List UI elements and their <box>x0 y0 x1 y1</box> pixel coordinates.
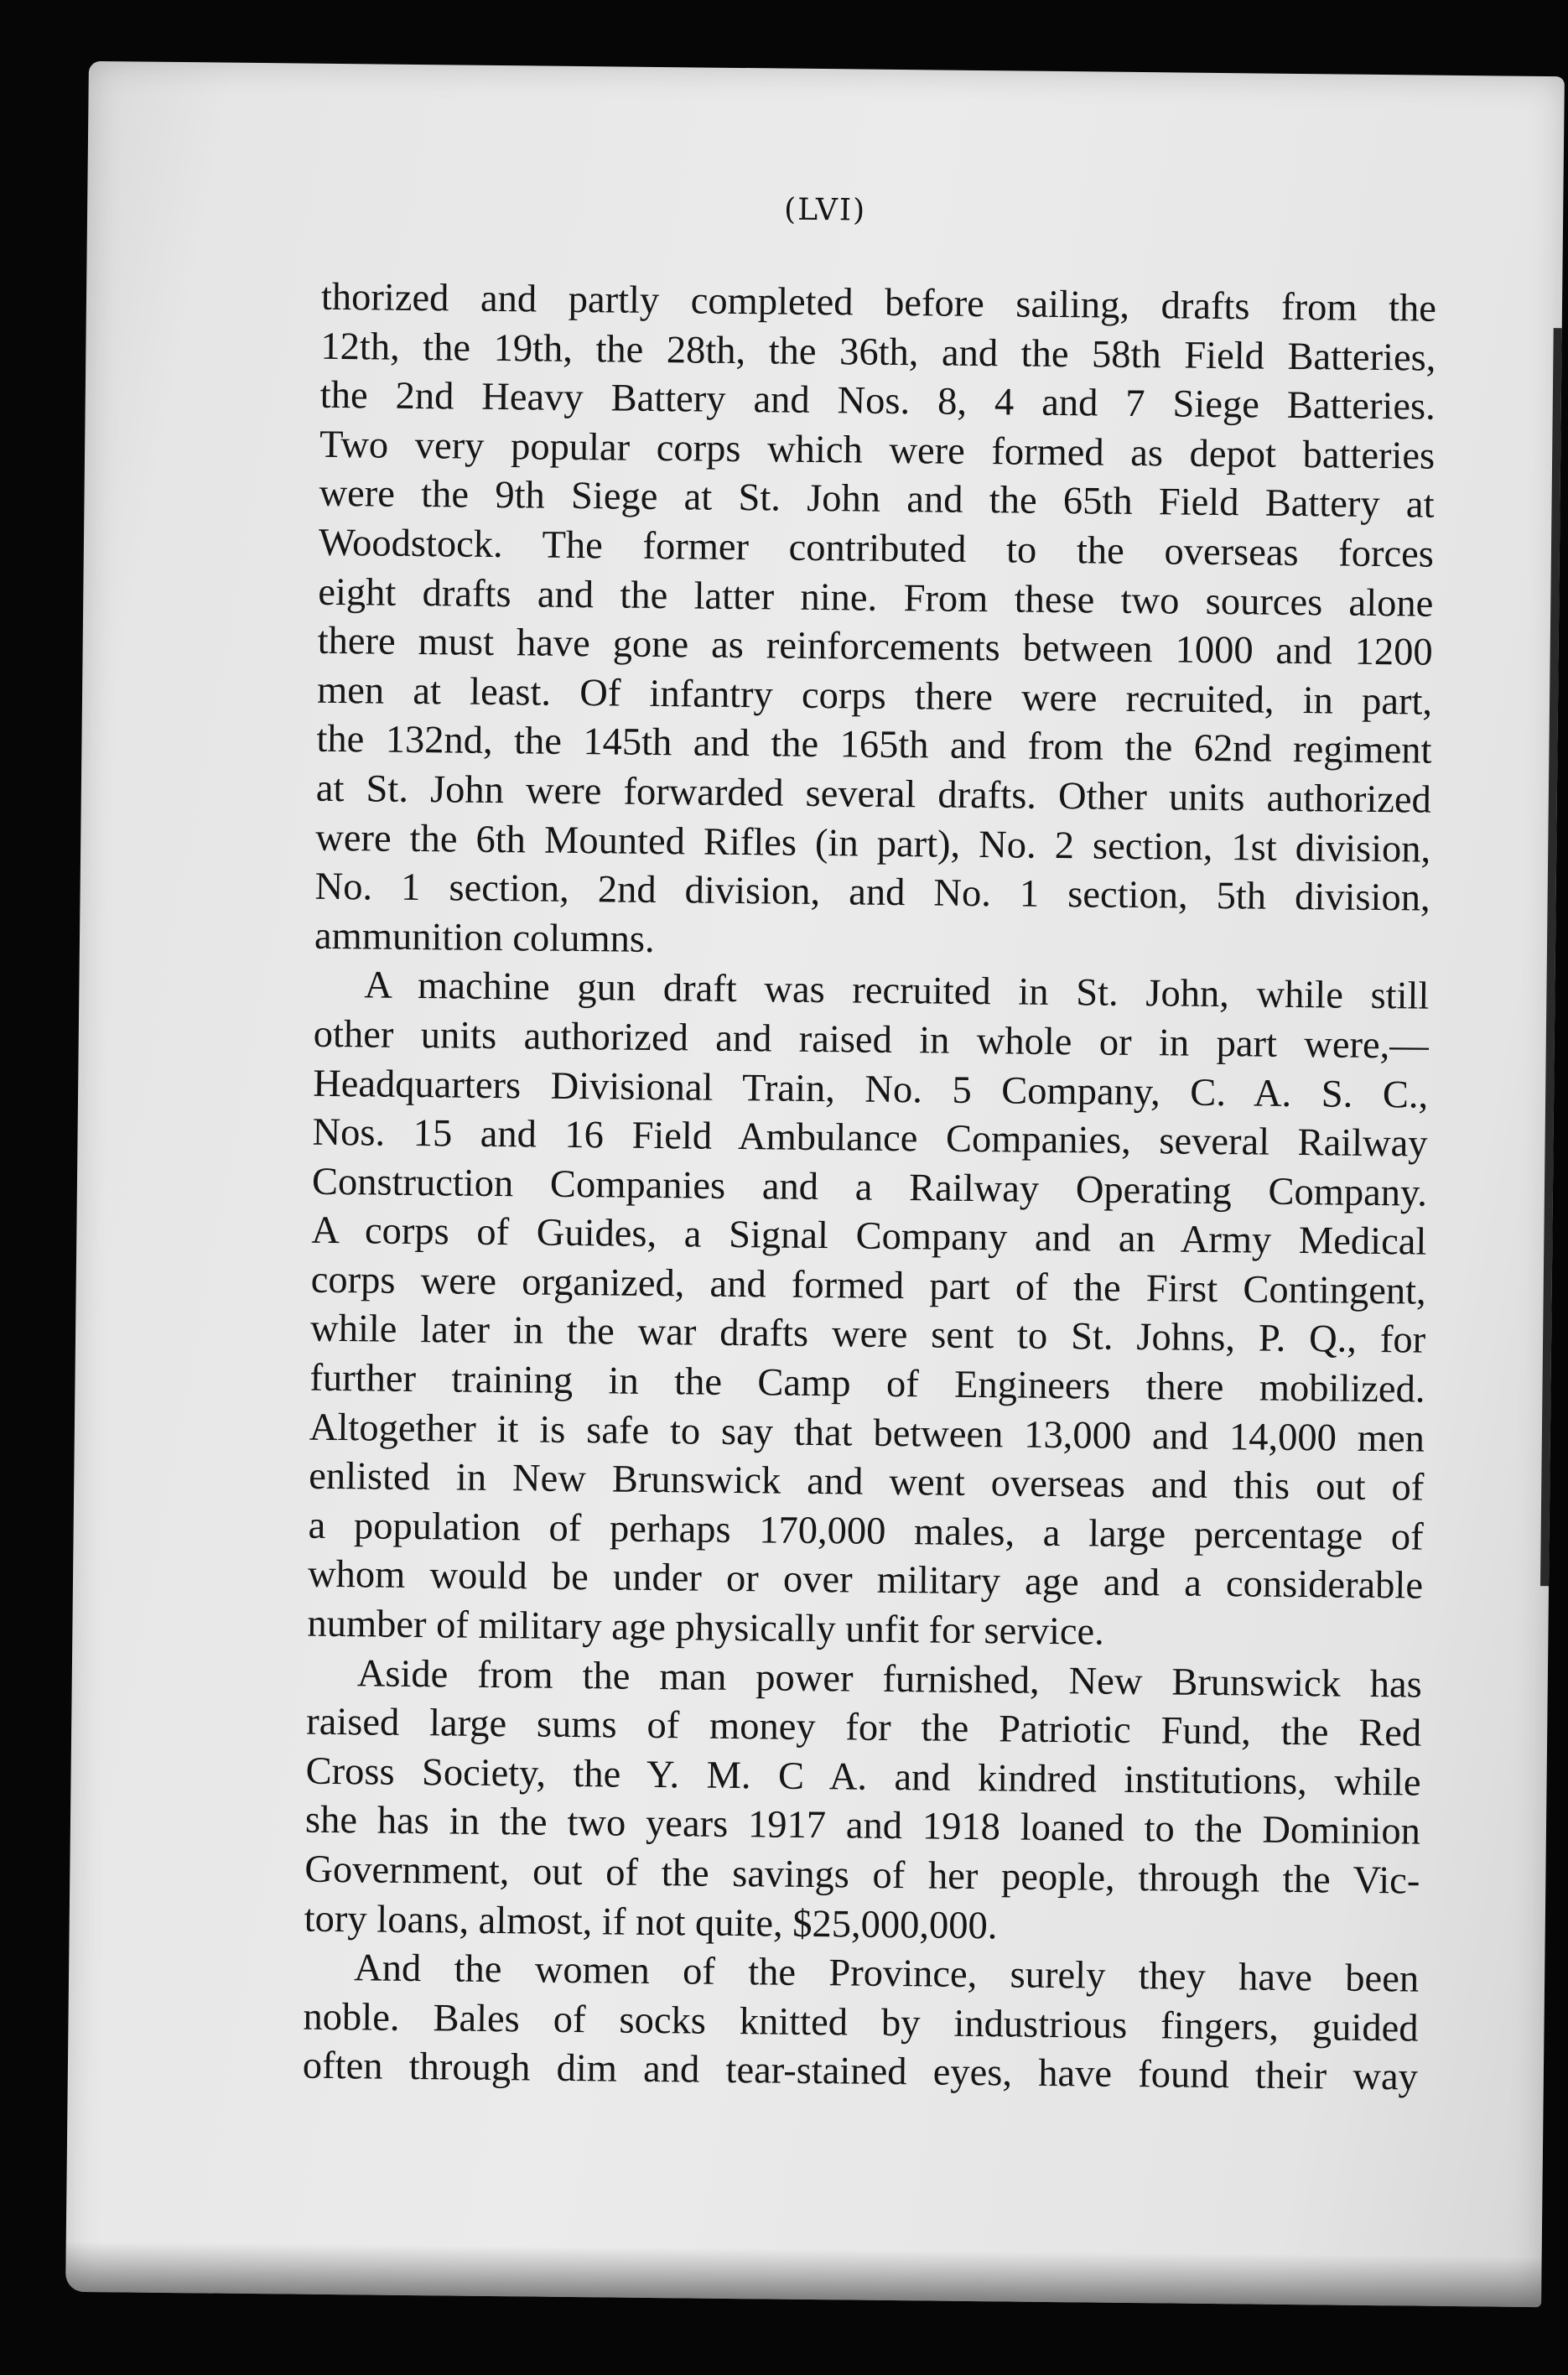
text-line: Two very popular corps which were formed as depot batteries <box>319 423 1436 478</box>
body-text <box>303 273 1437 2103</box>
page-edge-shadow <box>1540 328 1562 1586</box>
text-line: whom would be under or over military age and a considerable <box>307 1553 1424 1608</box>
text-line: Cross Society, the Y. M. C A. and kindred institutions, while <box>305 1749 1421 1805</box>
text-line: raised large sums of money for the Patriotic Fund, the Red <box>305 1700 1422 1755</box>
text-line: 12th, the 19th, the 28th, the 36th, and the 58th Field Batteries, <box>320 325 1436 380</box>
text-line: Woodstock. The former contributed to the overseas forces <box>318 521 1435 576</box>
text-line: often through dim and tear-stained eyes, have found their way <box>302 2045 1419 2099</box>
text-line: number of military age physically unfit for service. <box>307 1602 1105 1654</box>
text-line: Government, out of the savings of her people, through the Vic- <box>304 1848 1420 1903</box>
text-line: tory loans, almost, if not quite, $25,000,000. <box>304 1897 998 1947</box>
book-page <box>65 61 1565 2307</box>
text-line: the 2nd Heavy Battery and Nos. 8, 4 and 7 Siege Batteries. <box>319 373 1436 429</box>
text-line: noble. Bales of socks knitted by industrious fingers, guided <box>303 1995 1419 2050</box>
text-line: corps were organized, and formed part of the First Contingent, <box>310 1258 1426 1313</box>
text-line: thorized and partly completed before sailing, drafts from the <box>320 275 1437 330</box>
text-line: A machine gun draft was recruited in St. John, while still <box>364 964 1430 1018</box>
text-line: there must have gone as reinforcements between 1000 and 1200 <box>317 619 1433 674</box>
paragraph <box>307 961 1430 1660</box>
text-line: while later in the war drafts were sent to St. Johns, P. Q., for <box>309 1307 1426 1363</box>
paragraph <box>314 273 1437 973</box>
text-line: No. 1 section, 2nd division, and No. 1 section, 5th division, <box>314 865 1430 920</box>
text-line: Aside from the man power furnished, New Brunswick has <box>356 1651 1423 1707</box>
page-number-header: (LVI) <box>783 192 867 228</box>
text-line: further training in the Camp of Engineers there mobilized. <box>309 1356 1425 1411</box>
page-bottom-shadow <box>65 2242 1542 2307</box>
text-line: men at least. Of infantry corps there were recruited, in part, <box>316 668 1433 724</box>
text-line: eight drafts and the latter nine. From these two sources alone <box>318 570 1434 626</box>
text-line: Nos. 15 and 16 Field Ambulance Companies, several Railway <box>312 1110 1428 1166</box>
text-line: other units authorized and raised in whole or in part were,— <box>313 1012 1430 1068</box>
text-line: she has in the two years 1917 and 1918 loaned to the Dominion <box>304 1799 1421 1854</box>
text-line: were the 6th Mounted Rifles (in part), No. 2 section, 1st division, <box>315 816 1431 871</box>
text-line: A corps of Guides, a Signal Company and an Army Medical <box>311 1208 1427 1264</box>
text-line: were the 9th Siege at St. John and the 65th Field Battery at <box>319 472 1435 527</box>
text-line: the 132nd, the 145th and the 165th and from the 62nd regiment <box>316 718 1432 773</box>
text-line: And the women of the Province, surely they have been <box>353 1946 1420 2001</box>
text-line: ammunition columns. <box>314 914 655 961</box>
text-line: a population of perhaps 170,000 males, a large percentage of <box>308 1504 1424 1559</box>
text-line: at St. John were forwarded several drafts. Other units authorized <box>315 767 1432 822</box>
text-line: Construction Companies and a Railway Operating Company. <box>311 1160 1428 1215</box>
paragraph <box>304 1649 1422 1955</box>
text-line: enlisted in New Brunswick and went overseas and this out of <box>309 1454 1425 1510</box>
paragraph <box>303 1944 1420 2103</box>
text-line: Altogether it is safe to say that between 13,000 and 14,000 men <box>309 1406 1425 1461</box>
text-line: Headquarters Divisional Train, No. 5 Company, C. A. S. C., <box>312 1062 1429 1117</box>
